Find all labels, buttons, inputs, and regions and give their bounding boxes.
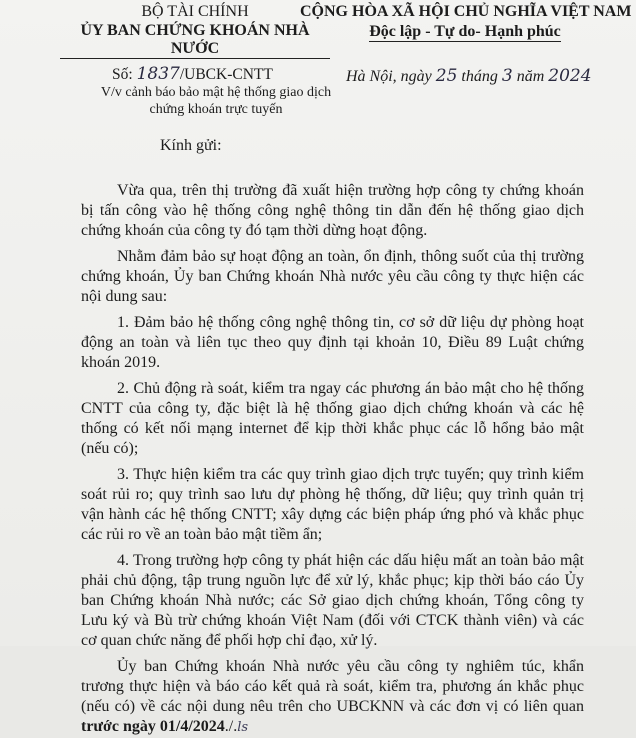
date-year: 2024	[548, 66, 592, 86]
national-motto: Độc lập - Tự do- Hạnh phúc	[369, 23, 561, 40]
issuer-header	[60, 2, 330, 59]
document-number	[112, 64, 273, 84]
subject-line-1: V/v cảnh báo bảo mật hệ thống giao dịch	[100, 85, 332, 100]
paragraph-item-1: 1. Đảm bảo hệ thống công nghệ thông tin, cơ sở dữ liệu dự phòng hoạt động an toàn và liên tục theo quy định tại khoản 10, Điều 89 Luật chứng khoán 2019.	[81, 314, 584, 371]
agency-name: ỦY BAN CHỨNG KHOÁN NHÀ NƯỚC	[60, 22, 330, 59]
date-month: 3	[501, 66, 513, 86]
conclusion-text: Ủy ban Chứng khoán Nhà nước yêu cầu công ty nghiêm túc, khẩn trương thực hiện và báo cáo kết quả rà soát, kiểm tra, phương án khắc phục (nếu có) về các nội dung nêu trên cho UBCKNN và các đơn vị có liên quan	[81, 658, 584, 715]
subject-line-2: chứng khoán trực tuyến	[149, 102, 283, 117]
republic-name: CỘNG HÒA XÃ HỘI CHỦ NGHĨA VIỆT NAM	[300, 3, 632, 20]
paragraph-item-4: 4. Trong trường hợp công ty phát hiện các dấu hiệu mất an toàn bảo mật phải chủ động, tập trung nguồn lực để xử lý, khắc phục; kịp thời báo cáo Ủy ban Chứng khoán Nhà nước; các Sở giao dịch chứng khoán, Tổng công ty Lưu ký và Bù trừ chứng khoán Việt Nam (đối với CTCK thành viên) và các cơ quan chức năng để phối hợp chỉ đạo, xử lý.	[81, 552, 584, 649]
deadline-text: trước ngày 01/4/2024	[81, 718, 225, 735]
place-date-prefix: Hà Nội, ngày	[346, 68, 436, 85]
document-subject	[81, 84, 351, 118]
date-day: 25	[435, 66, 458, 86]
handwritten-initials: ls	[237, 720, 249, 735]
ministry-name: BỘ TÀI CHÍNH	[141, 3, 249, 20]
paragraph-intro: Vừa qua, trên thị trường đã xuất hiện trường hợp công ty chứng khoán bị tấn công vào hệ thống công nghệ thông tin dẫn đến hệ thống giao dịch chứng khoán của công ty đó tạm thời dừng hoạt động.	[81, 182, 584, 239]
doc-number-handwritten: 1837	[136, 64, 180, 84]
greeting: Kính gửi:	[160, 137, 222, 154]
paragraph-item-3: 3. Thực hiện kiểm tra các quy trình giao dịch trực tuyến; quy trình kiểm soát rủi ro; quy trình sao lưu dự phòng hệ thống, dữ liệu; quy trình quản trị vận hành các hệ thống CNTT; xây dựng các biện pháp ứng phó và khắc phục các rủi ro về an toàn bảo mật tiềm ẩn;	[81, 466, 584, 543]
doc-number-prefix: Số:	[112, 66, 137, 83]
year-label: năm	[512, 68, 549, 85]
paragraph-purpose: Nhằm đảm bảo sự hoạt động an toàn, ổn định, thông suốt của thị trường chứng khoán, Ủy ban Chứng khoán Nhà nước yêu cầu công ty thực hiện các nội dung sau:	[81, 248, 584, 305]
document-body	[81, 181, 584, 738]
paragraph-item-2: 2. Chủ động rà soát, kiểm tra ngay các phương án bảo mật cho hệ thống CNTT của công ty, đặc biệt là hệ thống giao dịch chứng khoán và các hệ thống có kết nối mạng internet để kịp thời khắc phục các lỗ hổng bảo mật (nếu có);	[81, 380, 584, 457]
month-label: tháng	[457, 68, 502, 85]
conclusion-end: ./.	[224, 718, 238, 735]
place-date	[346, 66, 592, 86]
national-header	[300, 2, 630, 42]
doc-number-suffix: /UBCK-CNTT	[179, 66, 273, 83]
paragraph-conclusion	[81, 657, 584, 738]
